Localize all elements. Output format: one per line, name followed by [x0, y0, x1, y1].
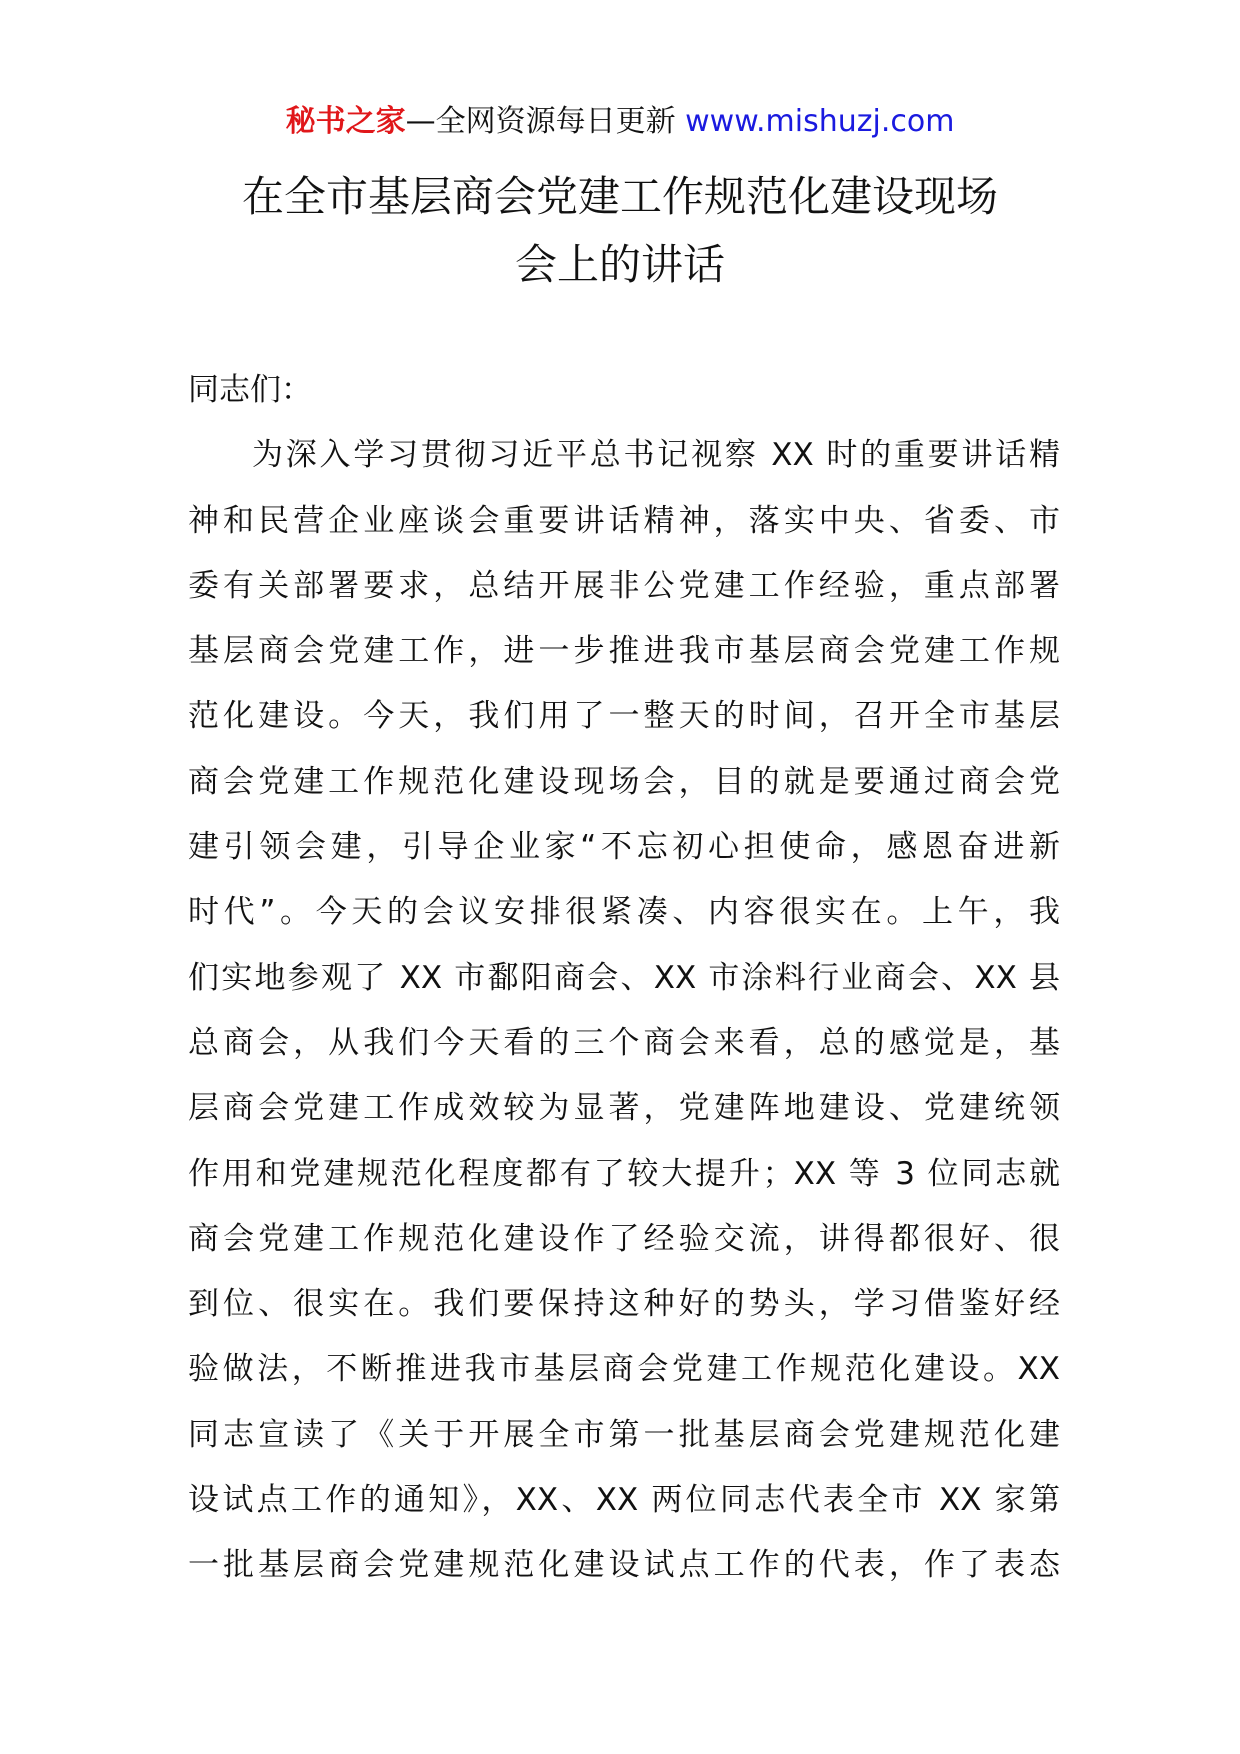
paragraph-line: 商会党建工作规范化建设现场会，目的就是要通过商会党 [188, 763, 1060, 800]
site-banner [0, 102, 1240, 142]
paragraph-line: 时代”。今天的会议安排很紧凑、内容很实在。上午，我 [188, 894, 1060, 931]
site-tagline: —全网资源每日更新 [405, 104, 686, 139]
paragraph-line: 一批基层商会党建规范化建设试点工作的代表，作了表态 [188, 1547, 1060, 1584]
paragraph-line: 总商会，从我们今天看的三个商会来看，总的感觉是，基 [188, 1024, 1060, 1061]
document-body [188, 358, 1060, 1599]
title-line-2: 会上的讲话 [514, 240, 725, 289]
paragraph-line: 委有关部署要求，总结开展非公党建工作经验，重点部署 [188, 567, 1060, 604]
paragraph-line: 基层商会党建工作，进一步推进我市基层商会党建工作规 [188, 633, 1060, 670]
paragraph-line: 验做法，不断推进我市基层商会党建工作规范化建设。XX [188, 1351, 1060, 1388]
paragraph-line: 神和民营企业座谈会重要讲话精神，落实中央、省委、市 [188, 502, 1060, 539]
paragraph-line: 为深入学习贯彻习近平总书记视察 XX 时的重要讲话精 [252, 437, 1060, 474]
paragraph-line: 们实地参观了 XX 市鄱阳商会、XX 市涂料行业商会、XX 县 [188, 959, 1060, 996]
paragraph-line: 商会党建工作规范化建设作了经验交流，讲得都很好、很 [188, 1220, 1060, 1257]
site-url-link[interactable]: www.mishuzj.com [685, 104, 955, 139]
paragraph-line: 范化建设。今天，我们用了一整天的时间，召开全市基层 [188, 698, 1060, 735]
paragraph-line: 到位、很实在。我们要保持这种好的势头，学习借鉴好经 [188, 1286, 1060, 1323]
title-line-1: 在全市基层商会党建工作规范化建设现场 [241, 172, 998, 221]
paragraph-line: 同志宣读了《关于开展全市第一批基层商会党建规范化建 [188, 1416, 1060, 1453]
paragraph-line: 设试点工作的通知》，XX、XX 两位同志代表全市 XX 家第 [188, 1482, 1060, 1519]
paragraph-line: 作用和党建规范化程度都有了较大提升；XX 等 3 位同志就 [188, 1155, 1060, 1192]
paragraph-line: 建引领会建，引导企业家“不忘初心担使命，感恩奋进新 [188, 829, 1060, 866]
paragraph-line: 层商会党建工作成效较为显著，党建阵地建设、党建统领 [188, 1090, 1060, 1127]
salutation: 同志们： [188, 372, 312, 408]
document-title [0, 163, 1240, 299]
site-name: 秘书之家 [285, 104, 406, 139]
